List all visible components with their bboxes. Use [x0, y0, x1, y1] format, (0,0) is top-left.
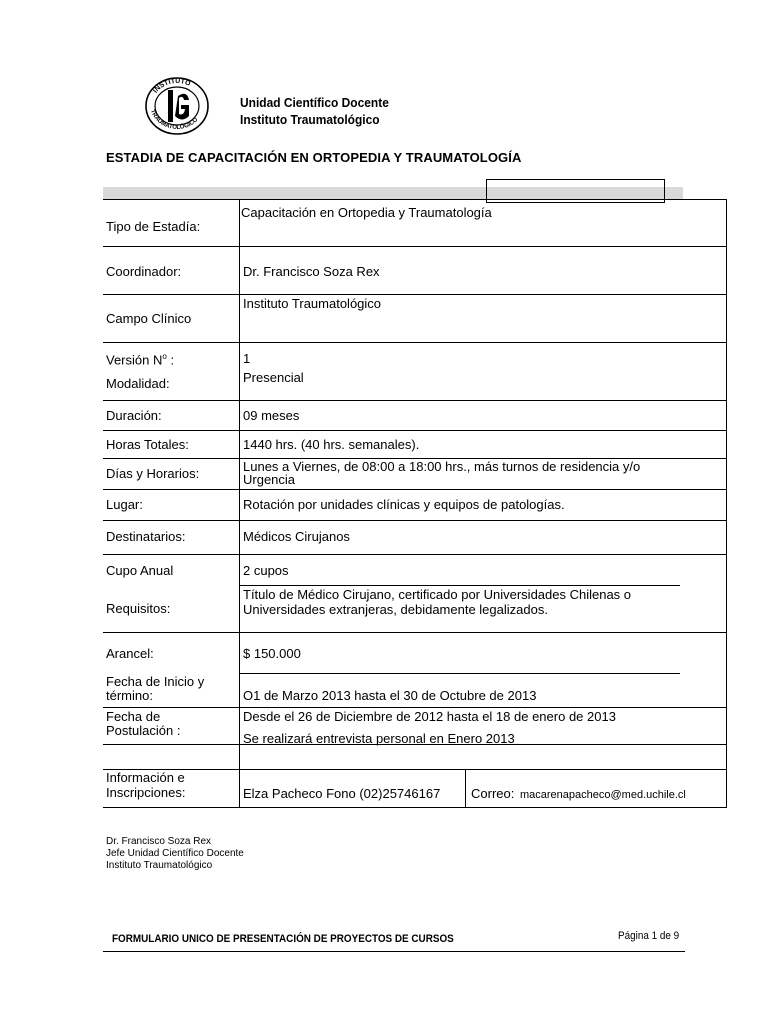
value-email-label: Correo:	[471, 786, 515, 801]
value-arancel: $ 150.000	[243, 646, 301, 661]
value-email[interactable]: macarenapacheco@med.uchile.cl	[520, 789, 686, 801]
svg-text:TRAUMATOLÓGICO: TRAUMATOLÓGICO	[148, 109, 200, 132]
page-number: Página 1 de 9	[618, 930, 680, 942]
label-campo-clinico: Campo Clínico	[106, 311, 192, 326]
label-horas-totales: Horas Totales:	[106, 437, 189, 452]
value-modalidad: Presencial	[243, 370, 304, 385]
label-dias-horarios: Días y Horarios:	[106, 466, 200, 481]
table-right-border	[726, 199, 727, 807]
label-lugar: Lugar:	[106, 497, 143, 512]
label-modalidad: Modalidad:	[106, 376, 170, 391]
table-rule	[103, 489, 727, 490]
label-informacion-1: Información e	[106, 770, 185, 785]
table-rule	[103, 554, 727, 555]
label-tipo-estadia: Tipo de Estadía:	[106, 219, 201, 234]
value-requisitos-2: Universidades extranjeras, debidamente legalizados.	[243, 602, 548, 617]
label-requisitos: Requisitos:	[106, 601, 171, 616]
table-rule	[103, 400, 727, 401]
label-cupo-anual: Cupo Anual	[106, 563, 174, 578]
value-dias-horarios-1: Lunes a Viernes, de 08:00 a 18:00 hrs., más turnos de residencia y/o	[243, 459, 641, 474]
label-fecha-inicio-2: término:	[106, 688, 153, 703]
institute-logo	[144, 76, 210, 136]
label-version: Versión $N^o$ :	[106, 352, 175, 368]
institute-name: Instituto Traumatológico	[240, 112, 380, 127]
table-rule	[103, 430, 727, 431]
table-rule	[103, 707, 727, 708]
table-column-divider	[465, 769, 466, 807]
value-duracion: 09 meses	[243, 408, 300, 423]
value-horas-totales: 1440 hrs. (40 hrs. semanales).	[243, 437, 420, 452]
label-fecha-postulacion-2: Postulación :	[106, 723, 181, 738]
signature-name: Dr. Francisco Soza Rex	[106, 836, 212, 847]
value-dias-horarios-2: Urgencia	[243, 472, 296, 487]
value-cupo-anual: 2 cupos	[243, 563, 289, 578]
value-lugar: Rotación por unidades clínicas y equipos de patologías.	[243, 497, 565, 512]
table-rule	[103, 807, 727, 808]
value-destinatarios: Médicos Cirujanos	[243, 529, 350, 544]
svg-text:INSTITUTO: INSTITUTO	[152, 77, 192, 95]
table-rule	[240, 673, 680, 674]
table-rule	[240, 585, 680, 586]
table-rule	[103, 632, 727, 633]
signature-institution: Instituto Traumatológico	[106, 860, 213, 871]
label-informacion-2: Inscripciones:	[106, 785, 186, 800]
page-title: ESTADIA DE CAPACITACIÓN EN ORTOPEDIA Y TRAUMATOLOGÍA	[106, 150, 522, 165]
label-fecha-postulacion-1: Fecha de	[106, 709, 161, 724]
table-rule	[103, 520, 727, 521]
value-version: 1	[243, 351, 251, 366]
value-coordinador: Dr. Francisco Soza Rex	[243, 264, 380, 279]
label-destinatarios: Destinatarios:	[106, 529, 186, 544]
signature-position: Jefe Unidad Científico Docente	[106, 848, 244, 859]
table-rule	[103, 342, 727, 343]
table-rule	[103, 294, 727, 295]
label-fecha-inicio-1: Fecha de Inicio y	[106, 674, 205, 689]
table-column-divider	[239, 199, 240, 807]
footer-title: FORMULARIO UNICO DE PRESENTACIÓN DE PROYECTOS DE CURSOS	[112, 933, 454, 945]
label-arancel: Arancel:	[106, 646, 154, 661]
table-rule	[103, 769, 727, 770]
value-tipo-estadia: Capacitación en Ortopedia y Traumatología	[241, 205, 492, 220]
table-rule	[103, 246, 727, 247]
value-requisitos-1: Título de Médico Cirujano, certificado por Universidades Chilenas o	[243, 587, 632, 602]
unit-name: Unidad Científico Docente	[240, 95, 389, 110]
label-coordinador: Coordinador:	[106, 264, 182, 279]
value-fecha-postulacion-2: Se realizará entrevista personal en Enero 2013	[243, 731, 515, 746]
label-duracion: Duración:	[106, 408, 162, 423]
footer-rule	[103, 951, 685, 952]
value-fecha-postulacion-1: Desde el 26 de Diciembre de 2012 hasta el 18 de enero de 2013	[243, 709, 616, 724]
value-campo-clinico: Instituto Traumatológico	[243, 296, 382, 311]
value-fecha-inicio: O1 de Marzo 2013 hasta el 30 de Octubre de 2013	[243, 688, 537, 703]
table-rule	[103, 199, 727, 200]
value-contact: Elza Pacheco Fono (02)25746167	[243, 786, 441, 801]
